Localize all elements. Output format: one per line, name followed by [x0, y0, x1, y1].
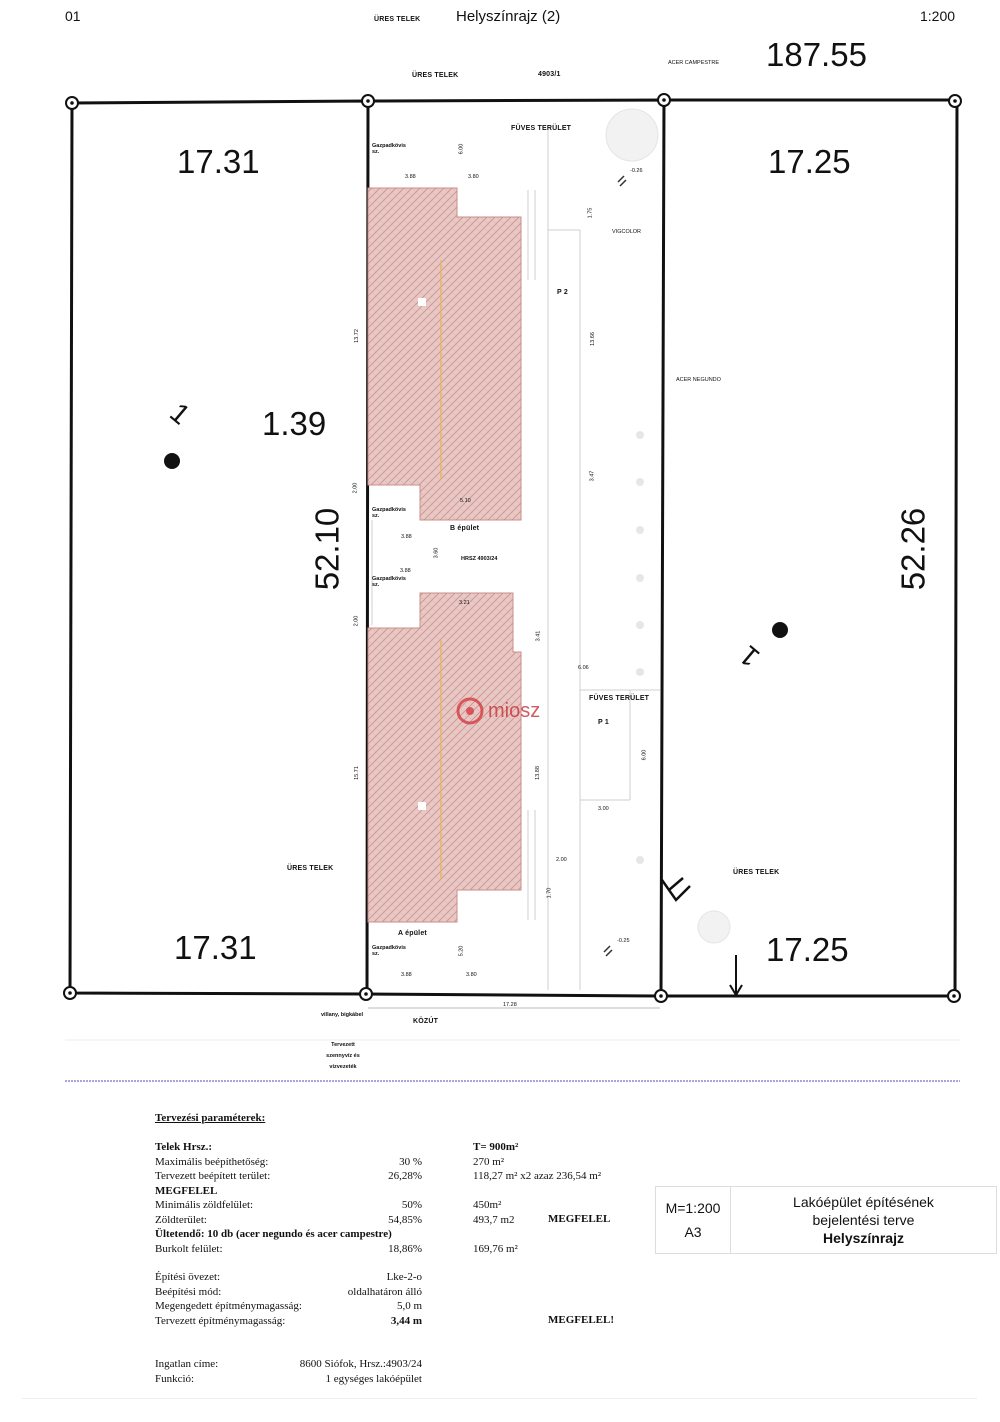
- north-label-left: 1: [164, 396, 197, 431]
- hrsz-label: HRSZ 4903/24: [461, 556, 498, 562]
- page-frame-bottom: [22, 1398, 977, 1399]
- dim-label: 15.71: [353, 766, 360, 780]
- gauge-label-a: Gazpadkövis sz.: [372, 945, 406, 957]
- dim-label: 3.60: [433, 547, 440, 559]
- gauge-label-top: Gazpadkövis sz.: [372, 143, 406, 155]
- title-block-line2: bejelentési terve: [812, 1212, 915, 1228]
- level-label: -0.25: [617, 938, 630, 944]
- drawing-scale: 1:200: [920, 8, 956, 24]
- vigcolor-label: VIGCOLOR: [612, 229, 642, 235]
- entrance-arrow-icon: [730, 955, 742, 995]
- dim-label: 3.80: [466, 972, 477, 978]
- dim-label: 2.00: [352, 482, 359, 494]
- lot-number-top: 4903/1: [538, 71, 561, 78]
- building-a-label: A épület: [398, 930, 427, 937]
- dim-label: 3.00: [598, 806, 609, 812]
- compliance-1: MEGFELEL: [548, 1213, 611, 1225]
- parking-p2: P 2: [557, 289, 568, 296]
- compliance-2: MEGFELEL!: [548, 1314, 615, 1326]
- grass-area-mid: FÜVES TERÜLET: [589, 695, 650, 702]
- tree-dots: [636, 431, 644, 864]
- building-b: [368, 188, 521, 520]
- title-block-line1: Lakóépület építésének: [793, 1194, 934, 1210]
- left-lot-top-width: 17.31: [177, 143, 260, 180]
- right-lot-top-width: 17.25: [768, 143, 851, 180]
- dim-label: 3.21: [459, 600, 470, 606]
- dim-label: 3.88: [401, 534, 412, 540]
- empty-lot-right: ÜRES TELEK: [733, 869, 780, 876]
- grass-area-top: FÜVES TERÜLET: [511, 125, 572, 132]
- dim-label: 3.88: [401, 972, 412, 978]
- mid-dimension: 1.39: [262, 405, 327, 442]
- neighbour-top-label: ÜRES TELEK: [412, 72, 459, 79]
- empty-lot-left: ÜRES TELEK: [287, 865, 334, 872]
- dim-label: 3.41: [535, 630, 542, 642]
- params-labels-1: Telek Hrsz.: Maximális beépíthetőség: Tervezett beépített terület: MEGFELEL Minimális zöldfelület: Zöldterület: Ültetendő: 10 db (acer negundo és acer campestre) Burkolt felület:: [155, 1141, 392, 1255]
- dim-label: 6.00: [458, 143, 465, 155]
- e-marker-icon: [662, 878, 690, 900]
- params-right-1: T= 900m² 270 m² 118,27 m² x2 azaz 236,54 m² 450m² 493,7 m2 169,76 m²: [473, 1141, 602, 1255]
- dim-label: 3.80: [468, 174, 479, 180]
- title-block-line3: Helyszínrajz: [823, 1230, 904, 1246]
- params-values-3: 8600 Siófok, Hrsz.:4903/24 1 egységes lakóépület: [299, 1358, 422, 1385]
- tree-label-top: ACER CAMPESTRE: [668, 60, 720, 66]
- watermark-text: miosz: [488, 700, 541, 722]
- parking-p1: P 1: [598, 719, 609, 726]
- right-lot-bottom-width: 17.25: [766, 931, 849, 968]
- title-block: [655, 1186, 997, 1254]
- drawing-title: Helyszínrajz (2): [456, 8, 561, 25]
- dim-label: 2.00: [353, 615, 360, 627]
- title-block-paper: A3: [684, 1224, 702, 1240]
- top-neighbour-label: ÜRES TELEK: [374, 16, 421, 23]
- params-values-1: 30 % 26,28% 50% 54,85% 18,86%: [388, 1155, 422, 1255]
- level-label: -0.26: [630, 168, 643, 174]
- dim-label: 17.28: [503, 1002, 517, 1008]
- dim-label: 13.66: [589, 332, 596, 346]
- dim-label: 1.70: [546, 887, 553, 899]
- tree-label-mid: ACER NEGUNDO: [676, 377, 721, 383]
- level-marks: [604, 176, 626, 956]
- north-label-right: 1: [733, 639, 766, 674]
- left-side-length: 52.10: [308, 507, 346, 591]
- dim-label: 6.06: [578, 665, 589, 671]
- dim-label: 13.72: [353, 329, 360, 343]
- sheet-number: 01: [65, 8, 81, 24]
- north-marker-left: [164, 453, 180, 469]
- params-labels-2: Építési övezet: Beépítési mód: Megengedett építménymagasság: Tervezett építménymagasság:: [155, 1271, 302, 1327]
- dim-label: 2.00: [556, 857, 567, 863]
- right-side-length: 52.26: [894, 507, 932, 591]
- dim-label: 1.75: [587, 207, 594, 219]
- building-b-label: B épület: [450, 525, 480, 532]
- north-marker-right: [772, 622, 788, 638]
- title-block-name-cell: [731, 1187, 996, 1253]
- title-block-scale-cell: [656, 1187, 731, 1253]
- params-values-2: Lke-2-o oldalhatáron álló 5,0 m 3,44 m: [347, 1271, 422, 1327]
- road-label: KÖZÚT: [413, 1018, 439, 1025]
- params-labels-3: Ingatlan címe: Funkció:: [155, 1358, 219, 1385]
- gauge-label-mid: Gazpadkövis sz.: [372, 576, 406, 588]
- planned-pipe-label: Tervezett szennyvíz és vízvezeték: [326, 1042, 360, 1070]
- building-a: [368, 593, 521, 922]
- dim-label: 13.88: [534, 766, 541, 780]
- left-lot-bottom-width: 17.31: [174, 929, 257, 966]
- dim-label: 5.10: [460, 498, 471, 504]
- params-heading: Tervezési paraméterek:: [155, 1112, 266, 1124]
- dim-label: 3.47: [589, 470, 596, 482]
- dim-label: 6.00: [641, 749, 648, 761]
- dim-label: 3.88: [405, 174, 416, 180]
- dim-label: 5.20: [458, 945, 465, 957]
- dim-label: 3.88: [400, 568, 411, 574]
- area-value: 187.55: [766, 36, 867, 73]
- gauge-label-b: Gazpadkövis sz.: [372, 507, 406, 519]
- title-block-scale: M=1:200: [665, 1200, 721, 1216]
- utility-label: villany, bigkábel: [320, 1012, 364, 1018]
